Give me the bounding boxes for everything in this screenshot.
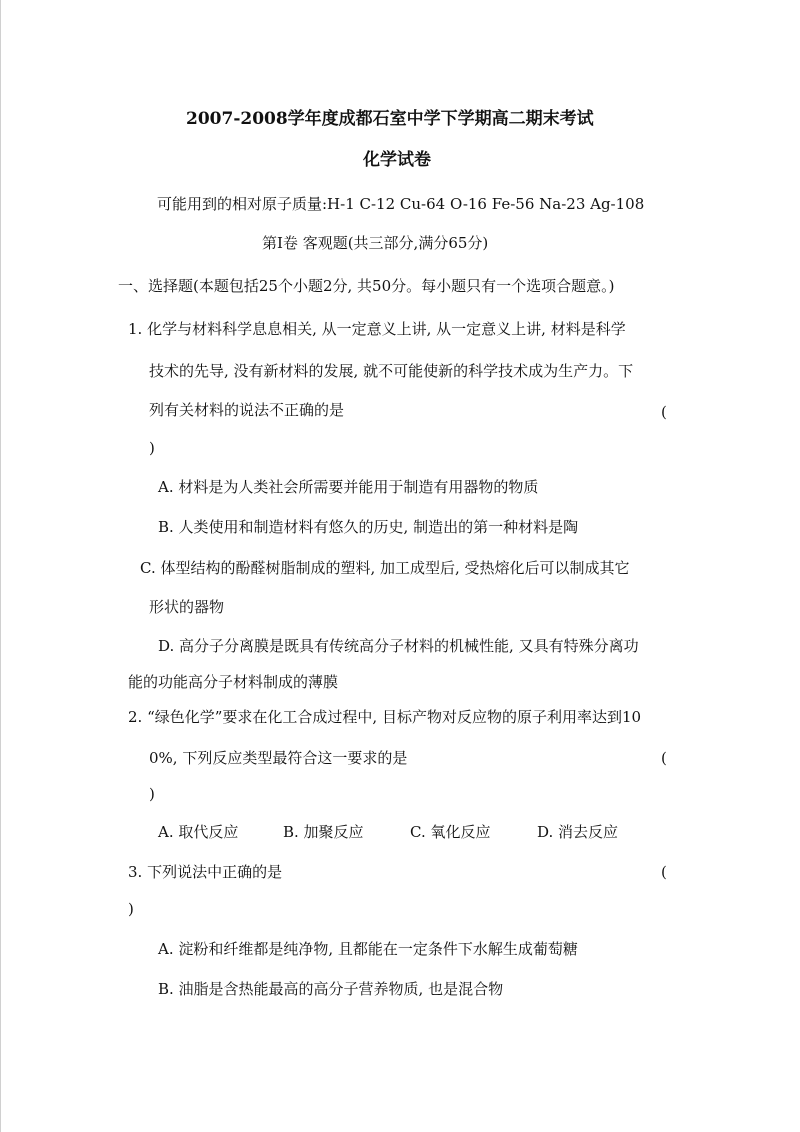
q1-stem-line1: 1. 化学与材料科学息息相关, 从一定意义上讲, 从一定意义上讲, 材料是科学 xyxy=(128,320,626,338)
q2-stem-line2: 0%, 下列反应类型最符合这一要求的是 xyxy=(149,749,408,767)
q1-answer-paren-open: ( xyxy=(661,403,667,421)
q3-option-b: B. 油脂是含热能最高的高分子营养物质, 也是混合物 xyxy=(158,980,504,998)
q2-stem-line1: 2. “绿色化学”要求在化工合成过程中, 目标产物对反应物的原子利用率达到10 xyxy=(128,708,642,726)
section-heading: 一、选择题(本题包括25个小题2分, 共50分。每小题只有一个选项合题意。) xyxy=(118,277,615,295)
q2-answer-paren-open: ( xyxy=(661,749,667,767)
q3-answer-paren-close: ) xyxy=(128,900,134,918)
part-title: 第Ⅰ卷 客观题(共三部分,满分65分) xyxy=(262,234,489,252)
q1-option-d-line1: D. 高分子分离膜是既具有传统高分子材料的机械性能, 又具有特殊分离功 xyxy=(158,637,639,655)
q1-stem-line2: 技术的先导, 没有新材料的发展, 就不可能使新的科学技术成为生产力。下 xyxy=(149,362,634,380)
q1-stem-line3: 列有关材料的说法不正确的是 xyxy=(149,401,345,419)
q2-option-d: D. 消去反应 xyxy=(537,823,619,841)
q3-answer-paren-open: ( xyxy=(661,863,667,881)
q1-option-c-line2: 形状的器物 xyxy=(149,598,225,616)
q2-option-b: B. 加聚反应 xyxy=(283,823,364,841)
exam-subtitle: 化学试卷 xyxy=(363,150,431,170)
q3-option-a: A. 淀粉和纤维都是纯净物, 且都能在一定条件下水解生成葡萄糖 xyxy=(158,940,578,958)
atomic-masses-note: 可能用到的相对原子质量:H-1 C-12 Cu-64 O-16 Fe-56 Na-23 Ag-108 xyxy=(157,195,645,213)
q1-option-d-line2: 能的功能高分子材料制成的薄膜 xyxy=(128,673,339,691)
q2-answer-paren-close: ) xyxy=(149,785,155,803)
exam-title: 2007-2008学年度成都石室中学下学期高二期末考试 xyxy=(186,109,594,129)
q2-option-a: A. 取代反应 xyxy=(158,823,239,841)
q1-answer-paren-close: ) xyxy=(149,439,155,457)
q1-option-b: B. 人类使用和制造材料有悠久的历史, 制造出的第一种材料是陶 xyxy=(158,518,579,536)
page-edge xyxy=(0,0,1,1132)
q3-stem: 3. 下列说法中正确的是 xyxy=(128,863,283,881)
q1-option-a: A. 材料是为人类社会所需要并能用于制造有用器物的物质 xyxy=(158,478,539,496)
q2-option-c: C. 氧化反应 xyxy=(410,823,491,841)
q1-option-c-line1: C. 体型结构的酚醛树脂制成的塑料, 加工成型后, 受热熔化后可以制成其它 xyxy=(140,559,630,577)
